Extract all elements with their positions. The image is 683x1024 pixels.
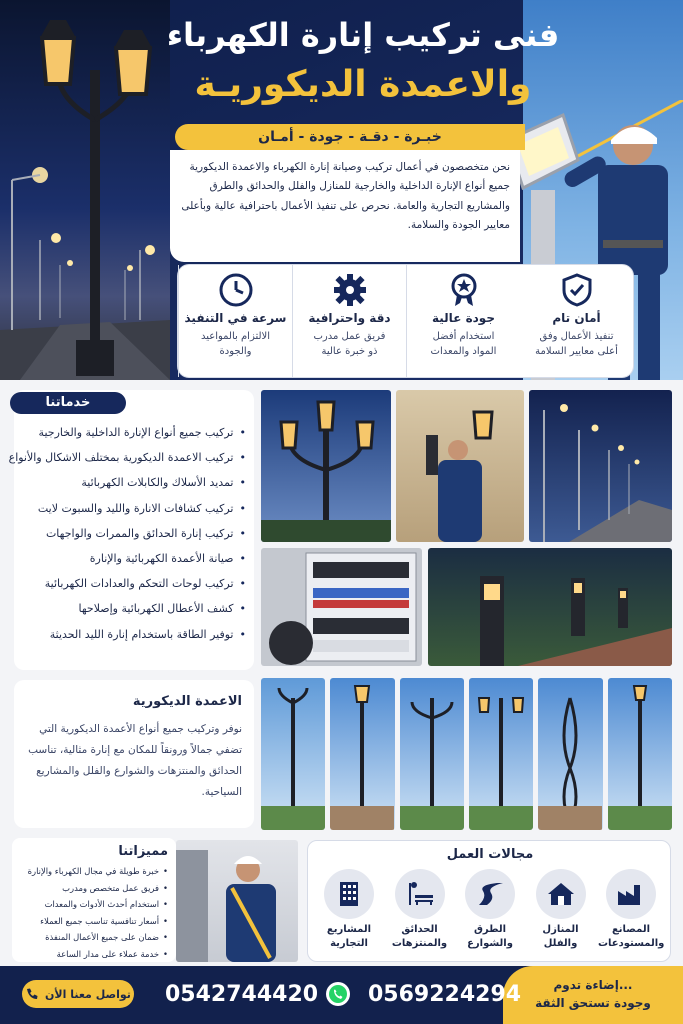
feature-desc-line2: والجودة (219, 346, 252, 357)
list-item: • تركيب كشافات الانارة والليد والسبوت لايت (20, 496, 246, 521)
field-icon-circle (395, 869, 445, 919)
field-label-line2: التجارية (330, 937, 368, 949)
gear-icon (333, 273, 367, 307)
field-homes (528, 869, 594, 950)
pole-photo (538, 678, 602, 830)
photo-decorative-pole (261, 390, 391, 542)
field-icon-circle (536, 869, 586, 919)
photo-electric-panel (261, 548, 422, 666)
slogan-line2: وجودة تستحق الثقة (535, 996, 651, 1010)
building-icon (334, 881, 364, 907)
list-item: • كشف الأعطال الكهربائية وإصلاحها (20, 596, 246, 621)
pole-photo (330, 678, 394, 830)
field-label-line2: والمنتزهات (391, 937, 448, 949)
feature-quality (406, 265, 520, 377)
award-icon (447, 273, 481, 307)
phone-number-2[interactable]: 0542744420 (165, 982, 319, 1007)
road-icon (475, 881, 505, 907)
list-item: • تركيب الاعمدة الديكورية بمختلف الاشكال والأنواع (20, 445, 246, 470)
list-item: • خدمة عملاء على مدار الساعة (16, 946, 168, 963)
phone-icon (25, 987, 39, 1001)
fields-row (316, 869, 664, 950)
field-roads (457, 869, 523, 950)
intro-paragraph: نحن متخصصون في أعمال تركيب وصيانة إنارة الكهرباء والاعمدة الديكورية جميع أنواع الإنارة الداخلية والخارجية للمنازل والفلل والحدائق والطرق والمشاريع التجارية والعامة. نحرص على تنفيذ الأعمال باحترافية عالية وبأعلى معايير الجودة والسلامة. (170, 150, 520, 262)
services-title: خدماتنا (10, 392, 126, 414)
list-item: • فريق عمل متخصص ومدرب (16, 880, 168, 897)
feature-desc-line1: فريق عمل مدرب (313, 331, 386, 342)
park-bench-icon (405, 881, 435, 907)
feature-desc-line1: تنفيذ الأعمال وفق (539, 331, 614, 342)
poles-description: نوفر وتركيب جميع أنواع الأعمدة الديكورية التي تضفي جمالاً ورونقاً للمكان مع إنارة مثالية، تناسب الحدائق والمنتزهات والشوارع والفلل والمشاريع السياحية. (28, 723, 242, 798)
pole-photo (261, 678, 325, 830)
list-item: • تركيب جميع أنواع الإنارة الداخلية والخارجية (20, 420, 246, 445)
feature-desc-line1: استخدام أفضل (432, 331, 495, 342)
street-lamp-illustration (0, 0, 170, 380)
tagline-bar: خبـرة - دقـة - جودة - أمـان (175, 124, 525, 150)
feature-safety (520, 265, 633, 377)
list-item: • استخدام أحدث الأدوات والمعدات (16, 896, 168, 913)
technician-wall-illustration (396, 390, 524, 542)
list-item: • صيانة الأعمدة الكهربائية والإنارة (20, 546, 246, 571)
feature-title: سرعة في التنفيذ (184, 311, 287, 325)
fields-title: مجالات العمل (446, 847, 534, 862)
photo-street-lights (529, 390, 672, 542)
street-lamp-photo (0, 0, 170, 380)
perks-card (12, 838, 176, 962)
field-parks (387, 869, 453, 950)
poles-gallery (261, 678, 672, 830)
house-icon (546, 881, 576, 907)
decorative-poles-card (14, 680, 254, 828)
street-lights-illustration (529, 390, 672, 542)
list-item: • تركيب لوحات التحكم والعدادات الكهربائية (20, 571, 246, 596)
field-label-line2: والمستودعات (598, 937, 665, 949)
services-card (8, 390, 254, 670)
field-label-line1: الحدائق (401, 924, 438, 935)
factory-icon (616, 881, 646, 907)
page-title-line2: والاعمدة الديكوريـة (194, 64, 532, 105)
pole-icon (469, 678, 533, 830)
list-item: • توفير الطاقة باستخدام إنارة الليد الحديثة (20, 622, 246, 647)
list-item: • ضمان على جميع الأعمال المنفذة (16, 929, 168, 946)
garden-lights-illustration (428, 548, 672, 666)
feature-desc-line1: الالتزام بالمواعيد (200, 331, 271, 342)
feature-title: أمان تام (552, 311, 601, 325)
list-item: • خبرة طويلة في مجال الكهرباء والإنارة (16, 863, 168, 880)
pole-icon (330, 678, 394, 830)
feature-desc-line2: أعلى معايير السلامة (535, 346, 618, 357)
pole-photo (469, 678, 533, 830)
contact-us-label: تواصل معنا الأن (45, 987, 131, 1001)
pole-icon (538, 678, 602, 830)
field-factories (598, 869, 664, 950)
page-title-line1: فنى تركيب إنارة الكهرباء (166, 16, 560, 54)
pole-photo (608, 678, 672, 830)
perks-list (16, 863, 168, 963)
work-fields-card (307, 840, 671, 962)
photo-garden-lights (428, 548, 672, 666)
phone-number-1[interactable]: 0569224294 (368, 982, 522, 1007)
photo-technician-panel (176, 840, 298, 962)
footer-slogan (503, 966, 683, 1024)
feature-title: دقة واحترافية (308, 311, 391, 325)
technician-panel-illustration (176, 840, 298, 962)
field-icon-circle (465, 869, 515, 919)
shield-check-icon (560, 273, 594, 307)
photo-wall-light-install (396, 390, 524, 542)
field-label-line1: المصانع (611, 924, 651, 935)
electric-panel-illustration (261, 548, 422, 666)
feature-desc-line2: المواد والمعدات (430, 346, 497, 357)
field-label-line1: المنازل (542, 924, 579, 935)
poles-title: الاعمدة الديكورية (132, 694, 242, 709)
list-item: • أسعار تنافسية تناسب جميع العملاء (16, 913, 168, 930)
pole-illustration (261, 390, 391, 542)
slogan-line1: إضاءة تدوم... (553, 978, 633, 992)
field-commercial (316, 869, 382, 950)
feature-precision (292, 265, 406, 377)
contact-us-button[interactable] (22, 980, 134, 1008)
list-item: • تركيب إنارة الحدائق والممرات والواجهات (20, 521, 246, 546)
list-item: • تمديد الأسلاك والكابلات الكهربائية (20, 470, 246, 495)
pole-icon (261, 678, 325, 830)
field-label-line1: المشاريع (326, 924, 372, 935)
field-label-line2: والشوارع (467, 937, 513, 949)
field-label-line1: الطرق (473, 924, 507, 935)
feature-title: جودة عالية (432, 311, 495, 325)
pole-icon (400, 678, 464, 830)
feature-speed (178, 265, 292, 377)
field-label-line2: والفلل (543, 937, 578, 949)
pole-icon (608, 678, 672, 830)
perks-title: مميزاتنا (118, 844, 168, 859)
field-icon-circle (324, 869, 374, 919)
pole-photo (400, 678, 464, 830)
services-list (8, 420, 246, 647)
feature-desc-line2: ذو خبرة عالية (321, 346, 378, 357)
field-icon-circle (606, 869, 656, 919)
features-bar (177, 264, 634, 378)
whatsapp-icon[interactable] (325, 981, 351, 1007)
clock-icon (219, 273, 253, 307)
